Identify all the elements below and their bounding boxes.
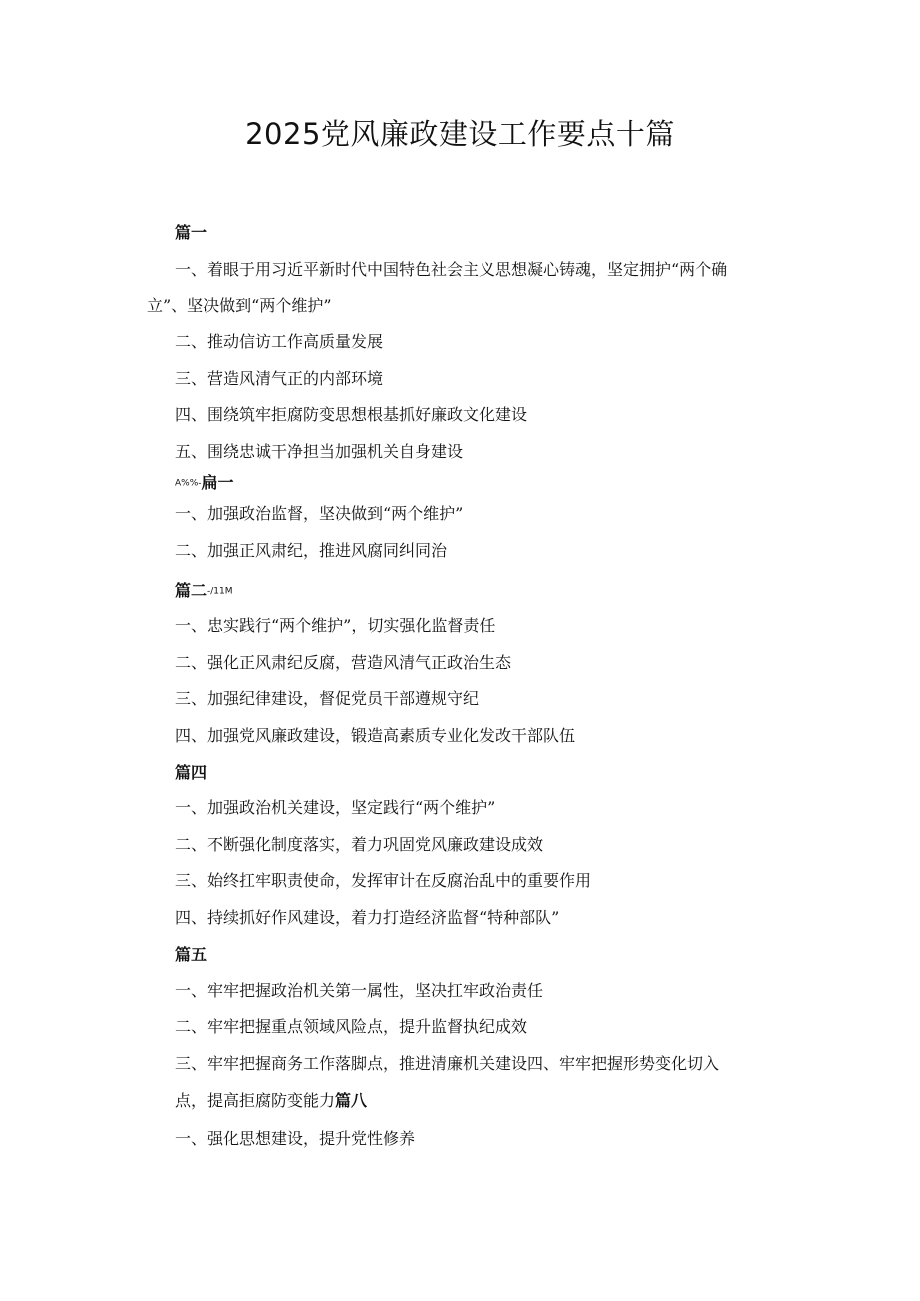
list-item-continuation [175, 1090, 367, 1112]
list-item: 五、围绕忠诚干净担当加强机关自身建设 [175, 442, 464, 461]
list-item: 二、强化正风肃纪反腐，营造风清气正政治生态 [175, 653, 512, 672]
heading-text: 篇二 [175, 581, 208, 600]
list-item: 三、加强纪律建设，督促党员干部遵规守纪 [175, 689, 480, 708]
list-item: 一、牢牢把握政治机关第一属性，坚决扛牢政治责任 [175, 981, 544, 1000]
list-item: 二、推动信访工作高质量发展 [175, 332, 384, 351]
list-item: 二、不断强化制度落实，着力巩固党风廉政建设成效 [175, 835, 544, 854]
list-item: 一、忠实践行“两个维护”，切实强化监督责任 [175, 616, 496, 635]
list-item: 一、加强政治监督，坚决做到“两个维护” [175, 504, 464, 523]
list-item: 四、持续抓好作风建设，着力打造经济监督“特种部队” [175, 908, 560, 927]
section-heading [175, 472, 234, 495]
page-title: 2025党风廉政建设工作要点十篇 [245, 117, 675, 151]
section-heading: 篇五 [175, 945, 208, 964]
list-item-text: 点，提高拒腐防变能力 [175, 1091, 336, 1110]
list-item: 三、牢牢把握商务工作落脚点，推进清廉机关建设四、牢牢把握形势变化切入 [175, 1054, 720, 1073]
list-item: 一、加强政治机关建设，坚定践行“两个维护” [175, 798, 496, 817]
section-heading: 篇一 [175, 223, 208, 242]
section-heading [175, 580, 233, 603]
heading-suffix: -/11M [207, 586, 233, 597]
section-heading: 篇四 [175, 763, 208, 782]
heading-prefix: A%%- [175, 478, 202, 489]
list-item: 四、加强党风廉政建设，锻造高素质专业化发改干部队伍 [175, 726, 576, 745]
list-item: 三、始终扛牢职责使命，发挥审计在反腐治乱中的重要作用 [175, 871, 592, 890]
list-item: 二、加强正风肃纪，推进风腐同纠同治 [175, 541, 448, 560]
section-heading: 篇八 [335, 1091, 368, 1110]
heading-text: 扁一 [201, 473, 234, 492]
list-item: 一、着眼于用习近平新时代中国特色社会主义思想凝心铸魂，坚定拥护“两个确 [175, 260, 728, 279]
list-item: 三、营造风清气正的内部环境 [175, 369, 384, 388]
list-item-continuation: 立”、坚决做到“两个维护” [147, 296, 332, 315]
list-item: 二、牢牢把握重点领域风险点，提升监督执纪成效 [175, 1017, 528, 1036]
list-item: 一、强化思想建设，提升党性修养 [175, 1129, 416, 1148]
list-item: 四、围绕筑牢拒腐防变思想根基抓好廉政文化建设 [175, 405, 528, 424]
